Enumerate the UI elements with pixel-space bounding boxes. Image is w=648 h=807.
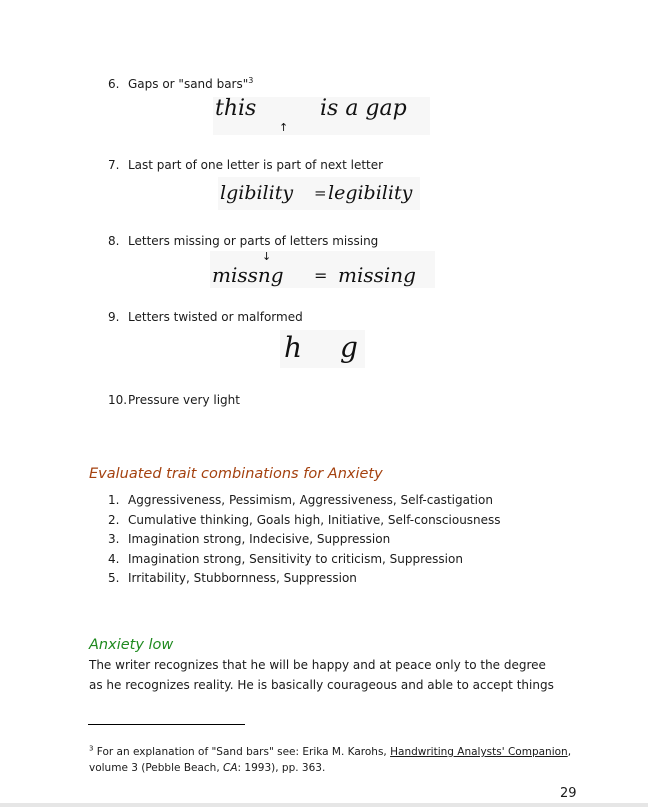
- footnote-text: ,: [567, 746, 572, 758]
- footnote-text: : 1993), pp. 363.: [237, 762, 326, 774]
- item-text: Last part of one letter is part of next letter: [128, 158, 384, 172]
- equals-sign: =: [314, 266, 328, 285]
- item-number: 10.: [108, 393, 128, 407]
- item-number: 2.: [108, 513, 120, 527]
- arrow-up-icon: ↑: [279, 121, 289, 134]
- footnote: [89, 745, 571, 759]
- footnote-book-title: Handwriting Analysts' Companion: [390, 746, 568, 758]
- sample-word: missng: [212, 263, 284, 287]
- item-number: 6.: [108, 77, 120, 91]
- sample-word: missing: [338, 263, 416, 287]
- footnote-line-2: [89, 761, 325, 775]
- list-item-8: [108, 234, 378, 249]
- item-text: Cumulative thinking, Goals high, Initiative, Self-consciousness: [128, 513, 501, 527]
- item-number: 4.: [108, 552, 120, 566]
- item-number: 9.: [108, 310, 120, 324]
- paragraph-line: The writer recognizes that he will be happy and at peace only to the degree: [89, 658, 546, 672]
- handwriting-sample-malformed: [280, 330, 365, 368]
- sample-word: is a gap: [320, 96, 407, 121]
- item-text: Letters missing or parts of letters missing: [128, 234, 379, 248]
- list-item-6: [108, 77, 253, 92]
- sample-word: this: [215, 96, 257, 121]
- handwriting-sample-gap: [213, 97, 430, 135]
- handwriting-sample-legibility: [218, 177, 420, 210]
- footnote-text: CA: [223, 762, 238, 774]
- page-number: 29: [560, 786, 577, 801]
- list-item: [108, 552, 463, 567]
- paragraph-line: as he recognizes reality. He is basically courageous and able to accept things: [89, 678, 554, 692]
- footnote-text: For an explanation of "Sand bars" see: Erika M. Karohs,: [93, 746, 391, 758]
- arrow-down-icon: ↓: [262, 250, 272, 263]
- item-number: 8.: [108, 234, 120, 248]
- item-number: 5.: [108, 571, 120, 585]
- footnote-text: volume 3 (Pebble Beach,: [89, 762, 224, 774]
- item-text: Imagination strong, Indecisive, Suppression: [128, 532, 391, 546]
- item-number: 3.: [108, 532, 120, 546]
- list-item: [108, 532, 390, 547]
- list-item: [108, 571, 357, 586]
- handwriting-sample-missing: [210, 251, 435, 288]
- list-item-9: [108, 310, 303, 325]
- footnote-ref: 3: [248, 76, 254, 85]
- equals-sign: =: [314, 184, 327, 202]
- sample-letter: g: [340, 331, 358, 364]
- item-text: Irritability, Stubbornness, Suppression: [128, 571, 357, 585]
- item-text: Letters twisted or malformed: [128, 310, 303, 324]
- sample-letter: h: [284, 331, 303, 364]
- item-text: Pressure very light: [128, 393, 240, 407]
- item-text: Aggressiveness, Pessimism, Aggressiveness, Self-castigation: [128, 493, 493, 507]
- sample-word: legibility: [328, 182, 413, 204]
- section-heading-trait-combinations: Evaluated trait combinations for Anxiety: [89, 466, 383, 482]
- item-number: 7.: [108, 158, 120, 172]
- list-item-7: [108, 158, 383, 173]
- list-item: [108, 513, 501, 528]
- sample-word: lgibility: [220, 182, 294, 204]
- page-edge: [0, 803, 648, 807]
- list-item: [108, 493, 493, 508]
- item-text: Gaps or "sand bars": [128, 77, 249, 91]
- list-item-10: [108, 393, 240, 408]
- item-text: Imagination strong, Sensitivity to criticism, Suppression: [128, 552, 463, 566]
- footnote-mark: 3: [89, 744, 94, 753]
- item-number: 1.: [108, 493, 120, 507]
- section-heading-anxiety-low: Anxiety low: [89, 637, 174, 653]
- footnote-separator: [88, 724, 245, 725]
